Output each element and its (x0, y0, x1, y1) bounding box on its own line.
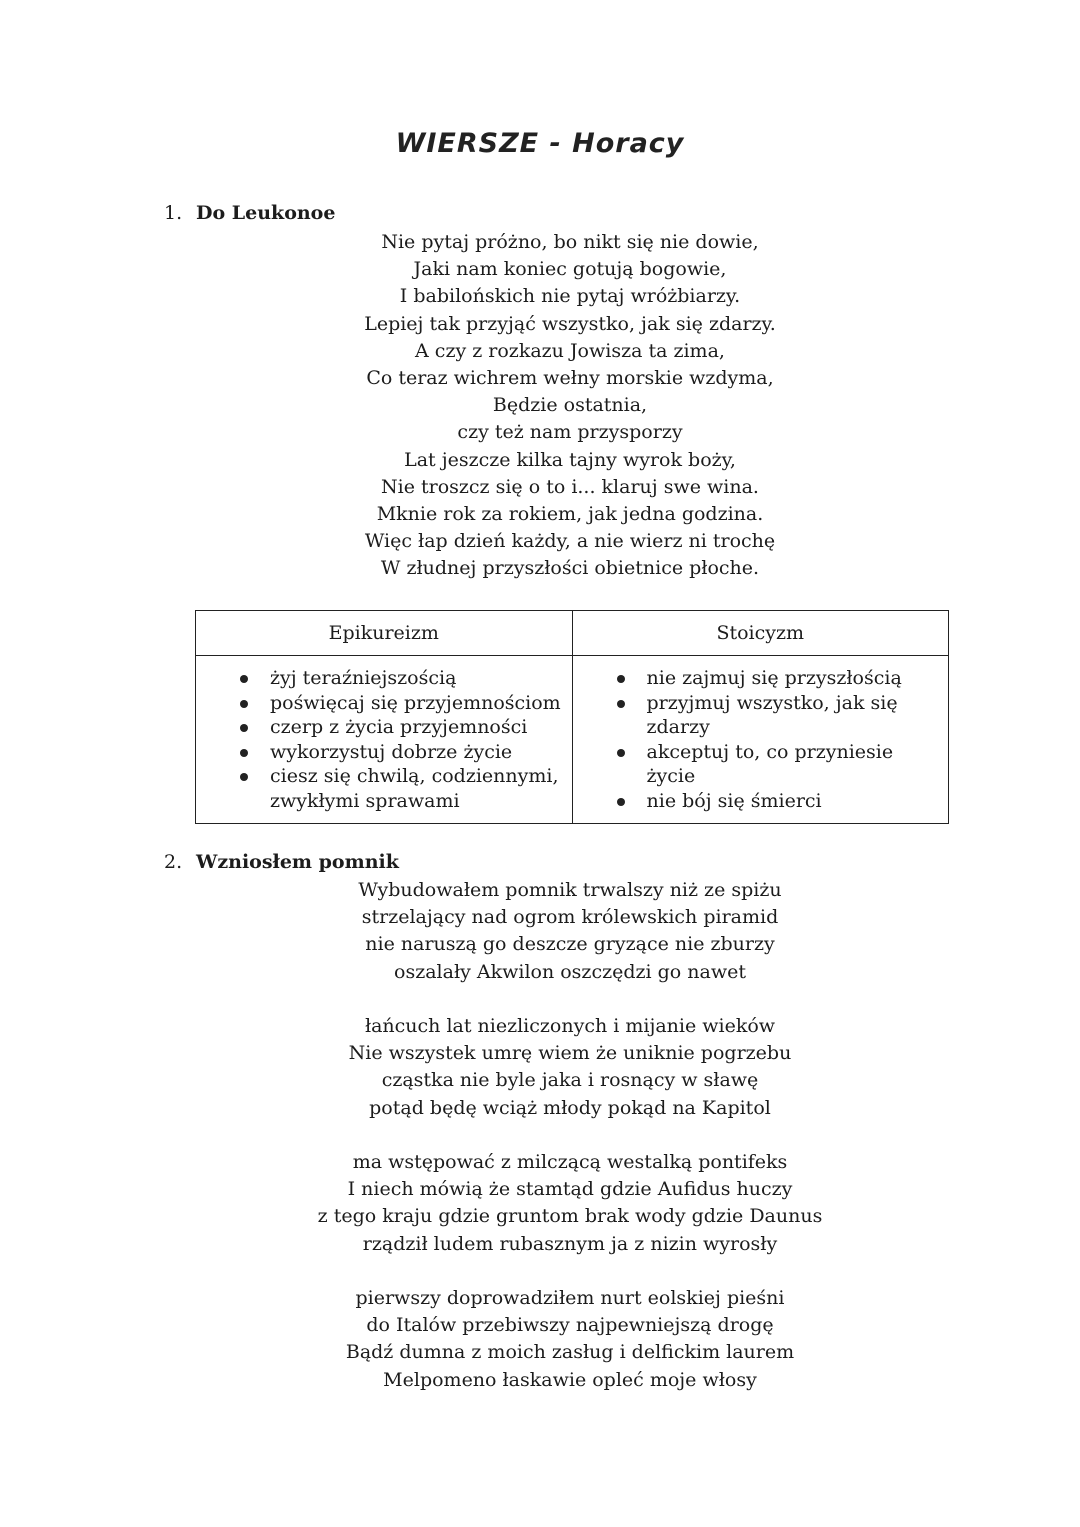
poem-line: czy też nam przysporzy (457, 421, 683, 444)
section-heading-do-leukonoe (164, 202, 335, 224)
list-item: akceptuj to, co przyniesie życie (647, 740, 941, 789)
poem-line: strzelający nad ogrom królewskich piramid (361, 906, 779, 929)
poem-wznioslem-pomnik (240, 877, 900, 1394)
list-item: nie zajmuj się przyszłością (647, 666, 941, 691)
stanza-gap (240, 1258, 900, 1285)
poem-line: Co teraz wichrem wełny morskie wzdyma, (366, 367, 774, 390)
column-header-epikureizm: Epikureizm (196, 611, 573, 656)
poem-line: cząstka nie byle jaka i rosnący w sławę (381, 1069, 759, 1092)
epikureizm-cell (196, 656, 573, 824)
list-item: przyjmuj wszystko, jak się zdarzy (647, 691, 941, 740)
poem-line: potąd będę wciąż młody pokąd na Kapitol (369, 1096, 771, 1119)
poem-line: z tego kraju gdzie gruntom brak wody gdzie Daunus (317, 1205, 823, 1228)
poem-line: Mknie rok za rokiem, jak jedna godzina. (376, 503, 764, 526)
poem-line: ma wstępować z milczącą westalką pontifeks (352, 1151, 788, 1173)
list-item: poświęcaj się przyjemnościom (270, 691, 564, 716)
comparison-table (195, 610, 949, 824)
stoicyzm-cell (572, 656, 949, 824)
poem-line: Lat jeszcze kilka tajny wyrok boży, (404, 448, 736, 471)
poem-line: A czy z rozkazu Jowisza ta zima, (415, 339, 725, 362)
stoicyzm-list (607, 666, 941, 813)
list-item: wykorzystuj dobrze życie (270, 740, 564, 765)
poem-do-leukonoe (240, 229, 900, 583)
poem-line: rządził ludem rubasznym ja z nizin wyrosły (362, 1232, 778, 1255)
epikureizm-list (230, 666, 564, 813)
poem-line: W złudnej przyszłości obietnice płoche. (380, 557, 760, 580)
poem-line: I niech mówią że stamtąd gdzie Aufidus huczy (347, 1178, 793, 1201)
poem-line: Nie pytaj próżno, bo nikt się nie dowie, (381, 231, 759, 253)
section-heading-wznioslem-pomnik (164, 851, 399, 873)
section-number: 2. (164, 851, 183, 873)
section-title: Do Leukonoe (196, 202, 336, 224)
section-number: 1. (164, 202, 183, 224)
poem-line: Nie wszystek umrę wiem że uniknie pogrzebu (348, 1042, 792, 1065)
poem-line: łańcuch lat niezliczonych i mijanie wieków (364, 1015, 776, 1037)
poem-line: Lepiej tak przyjąć wszystko, jak się zdarzy. (364, 312, 776, 335)
list-item: żyj teraźniejszością (270, 666, 564, 691)
poem-line: Nie troszcz się o to i... klaruj swe wina. (381, 475, 759, 498)
poem-line: oszalały Akwilon oszczędzi go nawet (394, 960, 746, 983)
poem-line: nie naruszą go deszcze gryzące nie zburzy (365, 933, 775, 956)
list-item: nie bój się śmierci (647, 789, 941, 814)
poem-line: Będzie ostatnia, (492, 394, 648, 417)
column-header-stoicyzm: Stoicyzm (572, 611, 949, 656)
page-title: WIERSZE - Horacy (395, 128, 685, 159)
poem-line: Bądź dumna z moich zasług i delfickim laurem (345, 1341, 795, 1364)
poem-line: I babilońskich nie pytaj wróżbiarzy. (399, 285, 741, 308)
poem-line: do Italów przebiwszy najpewniejszą drogę (366, 1314, 774, 1337)
poem-line: Jaki nam koniec gotują bogowie, (413, 258, 727, 281)
section-title: Wzniosłem pomnik (196, 851, 399, 873)
stanza-gap (240, 1122, 900, 1149)
poem-line: Melpomeno łaskawie opleć moje włosy (383, 1368, 757, 1391)
list-item: czerp z życia przyjemności (270, 715, 564, 740)
poem-line: Wybudowałem pomnik trwalszy niż ze spiżu (358, 879, 782, 901)
poem-line: Więc łap dzień każdy, a nie wierz ni trochę (364, 530, 776, 553)
list-item: ciesz się chwilą, codziennymi, zwykłymi sprawami (270, 764, 564, 813)
stanza-gap (240, 986, 900, 1013)
poem-line: pierwszy doprowadziłem nurt eolskiej pieśni (355, 1287, 785, 1309)
